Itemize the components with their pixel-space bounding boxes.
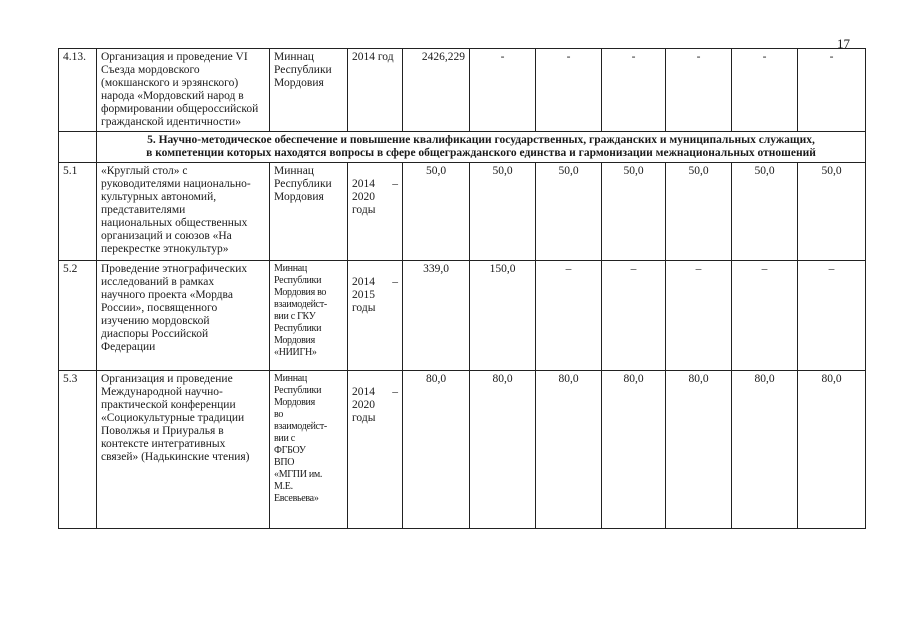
year-value: 150,0	[470, 261, 536, 371]
period-years-cell	[348, 371, 403, 529]
table-row	[59, 261, 866, 371]
period-years-cell	[348, 163, 403, 261]
year-value: -	[732, 49, 798, 132]
row-number: 5.3	[59, 371, 97, 529]
row-number: 4.13.	[59, 49, 97, 132]
year-value: –	[602, 261, 666, 371]
section-title: 5. Научно-методическое обеспечение и повышение квалификации государственных, гражданских и муниципальных служащих, в компетенции которых находятся вопросы в сфере общегражданского единства и гармонизации межнациональных отношений	[97, 132, 866, 163]
executor: Миннац Республики Мордовия во взаимодейст- вии с ГКУ Республики Мордовия «НИИГН»	[270, 261, 348, 371]
year-value: 80,0	[732, 371, 798, 529]
year-value: –	[798, 261, 866, 371]
row-number: 5.2	[59, 261, 97, 371]
activity-name: «Круглый стол» с руководителями национально- культурных автономий, представителями национальных общественных организаций и союзов «На перекрестке этнокультур»	[97, 163, 270, 261]
executor: Миннац Республики Мордовия во взаимодейст- вии с ФГБОУ ВПО «МГПИ им. М.Е. Евсевьева»	[270, 371, 348, 529]
period-years: 2014 год	[348, 49, 403, 132]
total-amount: 339,0	[403, 261, 470, 371]
period-years: 2014 2020 годы	[352, 386, 376, 424]
year-value: 50,0	[536, 163, 602, 261]
period-dash: –	[392, 386, 398, 398]
year-value: 80,0	[470, 371, 536, 529]
year-value: 80,0	[666, 371, 732, 529]
year-value: –	[732, 261, 798, 371]
year-value: 50,0	[470, 163, 536, 261]
year-value: 50,0	[732, 163, 798, 261]
total-amount: 50,0	[403, 163, 470, 261]
period-dash: –	[392, 178, 398, 190]
year-value: -	[602, 49, 666, 132]
executor: Миннац Республики Мордовия	[270, 163, 348, 261]
year-value: 80,0	[798, 371, 866, 529]
section-row	[59, 132, 866, 163]
period-years-cell	[348, 261, 403, 371]
page-number: 17	[837, 36, 850, 51]
year-value: 50,0	[798, 163, 866, 261]
total-amount: 2426,229	[403, 49, 470, 132]
period-years: 2014 2020 годы	[352, 178, 376, 216]
year-value: -	[470, 49, 536, 132]
total-amount: 80,0	[403, 371, 470, 529]
table-row	[59, 371, 866, 529]
period-dash: –	[392, 276, 398, 288]
year-value: 50,0	[666, 163, 732, 261]
activity-name: Организация и проведение VI Съезда мордовского (мокшанского и эрзянского) народа «Мордовский народ в формировании общероссийской гражданской идентичности»	[97, 49, 270, 132]
table-row	[59, 163, 866, 261]
year-value: –	[536, 261, 602, 371]
year-value: 80,0	[536, 371, 602, 529]
executor: Миннац Республики Мордовия	[270, 49, 348, 132]
section-number-cell	[59, 132, 97, 163]
year-value: -	[536, 49, 602, 132]
year-value: -	[666, 49, 732, 132]
row-number: 5.1	[59, 163, 97, 261]
year-value: -	[798, 49, 866, 132]
year-value: 50,0	[602, 163, 666, 261]
activity-name: Проведение этнографических исследований в рамках научного проекта «Мордва России», посвященного изучению мордовской диаспоры Российской Федерации	[97, 261, 270, 371]
activity-name: Организация и проведение Международной научно- практической конференции «Социокультурные традиции Поволжья и Приуралья в контексте интегративных связей» (Надькинские чтения)	[97, 371, 270, 529]
year-value: 80,0	[602, 371, 666, 529]
year-value: –	[666, 261, 732, 371]
table-row	[59, 49, 866, 132]
program-table	[58, 48, 866, 529]
period-years: 2014 2015 годы	[352, 276, 376, 314]
